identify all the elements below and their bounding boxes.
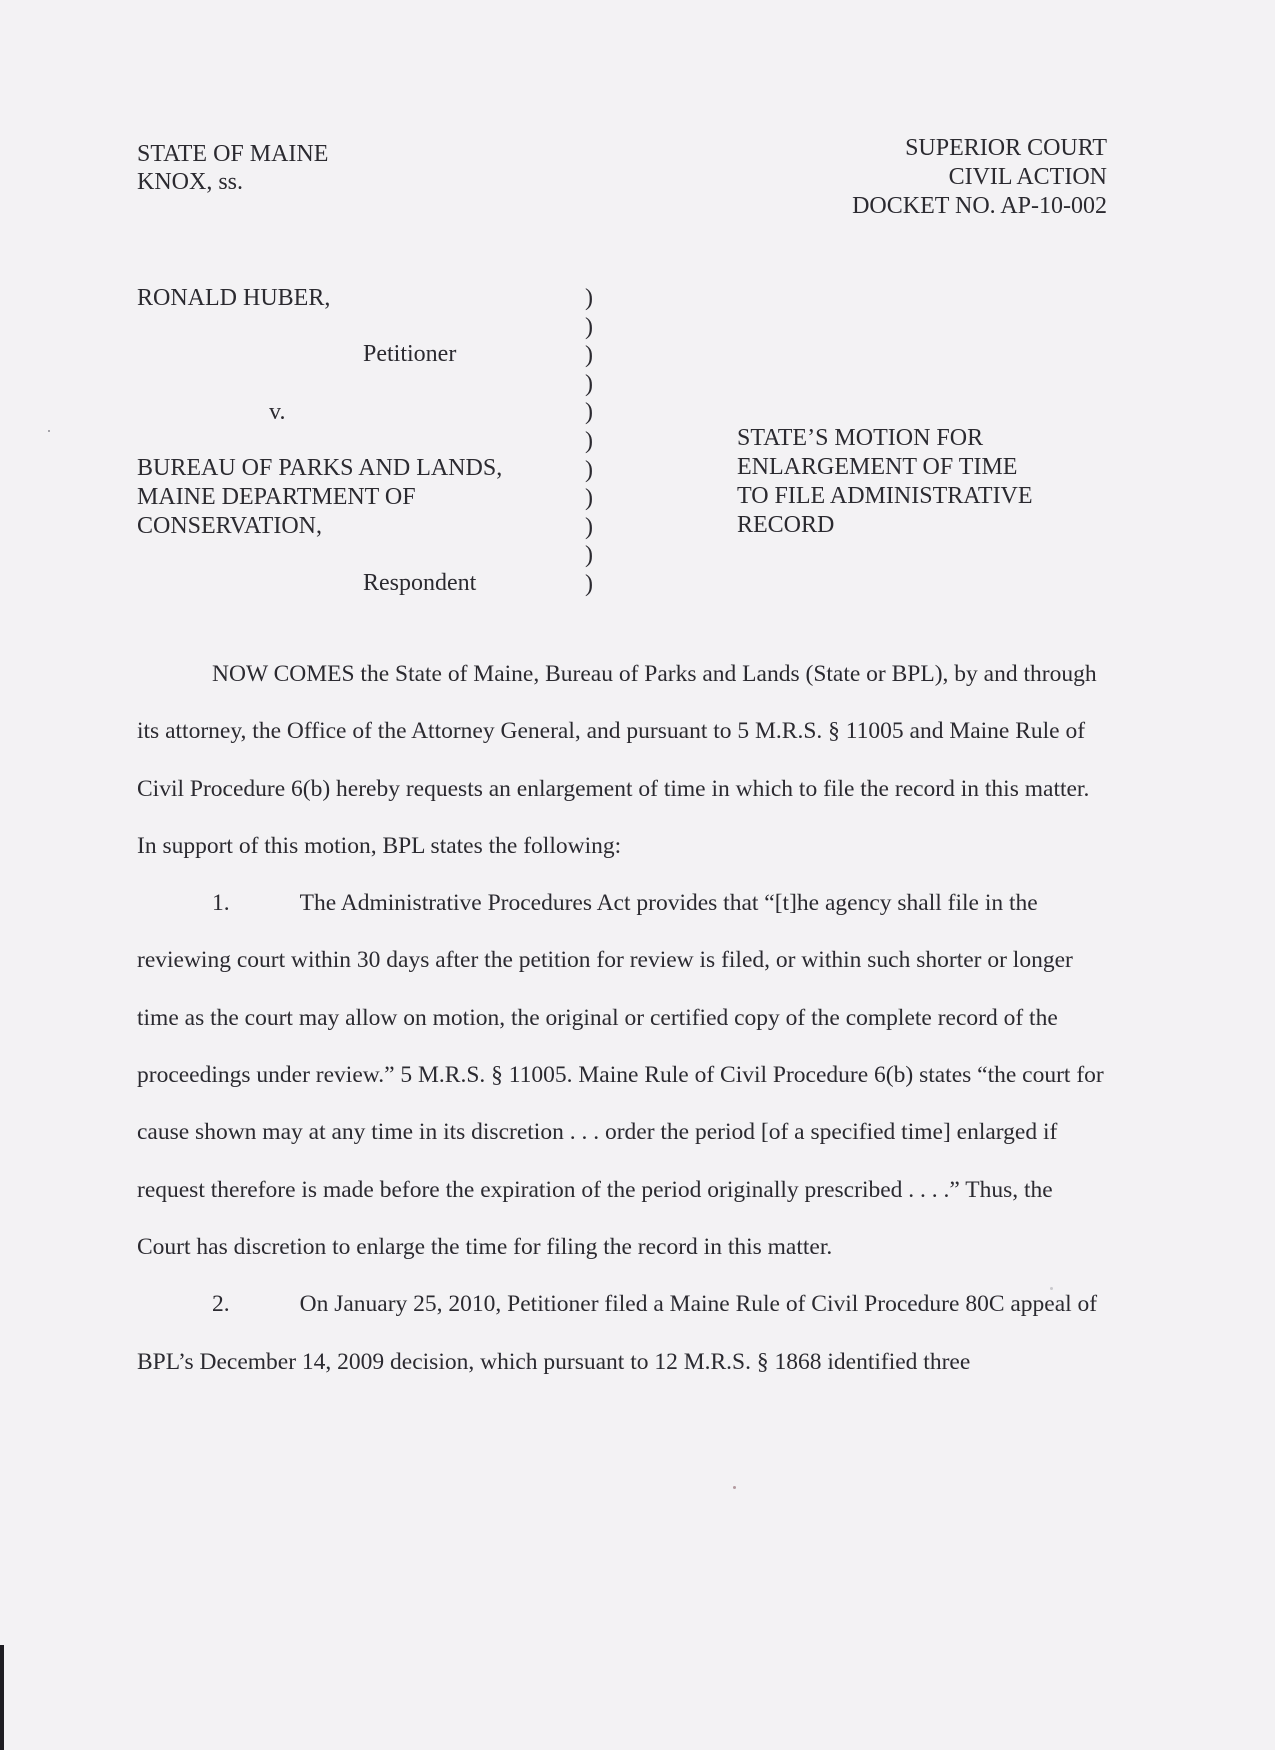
caption-bracket xyxy=(585,284,593,599)
bracket-mark: ) xyxy=(585,399,593,426)
bracket-mark: ) xyxy=(585,285,593,311)
numbered-paragraph-2 xyxy=(137,1276,1112,1391)
respondent-name-line: MAINE DEPARTMENT OF xyxy=(137,484,416,510)
scan-speck xyxy=(1050,1287,1053,1290)
court-name: SUPERIOR COURT xyxy=(905,135,1107,161)
motion-title xyxy=(737,424,1033,540)
bracket-mark: ) xyxy=(585,427,593,454)
paragraph-text: On January 25, 2010, Petitioner filed a Maine Rule of Civil Procedure 80C appeal of BPL’s December 14, 2009 decision, which pursuant to 12 M.R.S. § 1868 identified three xyxy=(137,1291,1098,1375)
bracket-mark: ) xyxy=(585,513,593,540)
county-line: KNOX, ss. xyxy=(137,169,244,195)
petitioner-name: RONALD HUBER, xyxy=(137,285,331,311)
state-line: STATE OF MAINE xyxy=(137,141,329,167)
intro-paragraph xyxy=(137,646,1112,875)
scan-edge-shadow xyxy=(0,1645,4,1750)
respondent-label: Respondent xyxy=(363,570,477,596)
bracket-mark: ) xyxy=(585,370,593,397)
action-type: CIVIL ACTION xyxy=(948,164,1107,190)
scan-speck xyxy=(48,430,50,432)
bracket-mark: ) xyxy=(585,542,593,569)
bracket-mark: ) xyxy=(585,456,593,483)
motion-body xyxy=(137,646,1112,1391)
motion-title-line: TO FILE ADMINISTRATIVE xyxy=(737,483,1033,509)
bracket-mark: ) xyxy=(585,342,593,369)
paragraph-number: 2. xyxy=(212,1291,230,1318)
court-venue xyxy=(137,140,328,196)
bracket-mark: ) xyxy=(585,313,593,340)
case-caption xyxy=(137,284,1087,604)
paragraph-text: The Administrative Procedures Act provides that “[t]he agency shall file in the reviewing court within 30 days after the petition for review is filed, or within such shorter or longer time as the court may allow on motion, the original or certified copy of the complete record of the proceedings under review.” 5 M.R.S. § 11005. Maine Rule of Civil Procedure 6(b) states “the court for cause shown may at any time in its discretion . . . order the period [of a specified time] enlarged if request therefore is made before the expiration of the period originally prescribed . . . .” Thus, the Court has discretion to enlarge the time for filing the record in this matter. xyxy=(137,890,1104,1260)
numbered-paragraph-1 xyxy=(137,875,1112,1276)
respondent-name-line: BUREAU OF PARKS AND LANDS, xyxy=(137,455,503,481)
respondent-name xyxy=(137,454,502,541)
respondent-name-line: CONSERVATION, xyxy=(137,513,322,539)
bracket-mark: ) xyxy=(585,570,593,597)
intro-text: NOW COMES the State of Maine, Bureau of Parks and Lands (State or BPL), by and through its attorney, the Office of the Attorney General, and pursuant to 5 M.R.S. § 11005 and Maine Rule of Civil Procedure 6(b) hereby requests an enlargement of time in which to file the record in this matter. In support of this motion, BPL states the following: xyxy=(137,661,1097,859)
scan-speck xyxy=(733,1486,736,1489)
motion-title-line: ENLARGEMENT OF TIME xyxy=(737,454,1018,480)
court-docket xyxy=(852,134,1107,221)
petitioner-label: Petitioner xyxy=(363,341,457,367)
motion-title-line: STATE’S MOTION FOR xyxy=(737,425,984,451)
versus-label: v. xyxy=(269,399,286,425)
docket-number: DOCKET NO. AP-10-002 xyxy=(852,193,1107,219)
bracket-mark: ) xyxy=(585,485,593,512)
motion-title-line: RECORD xyxy=(737,512,835,538)
paragraph-number: 1. xyxy=(212,890,230,917)
